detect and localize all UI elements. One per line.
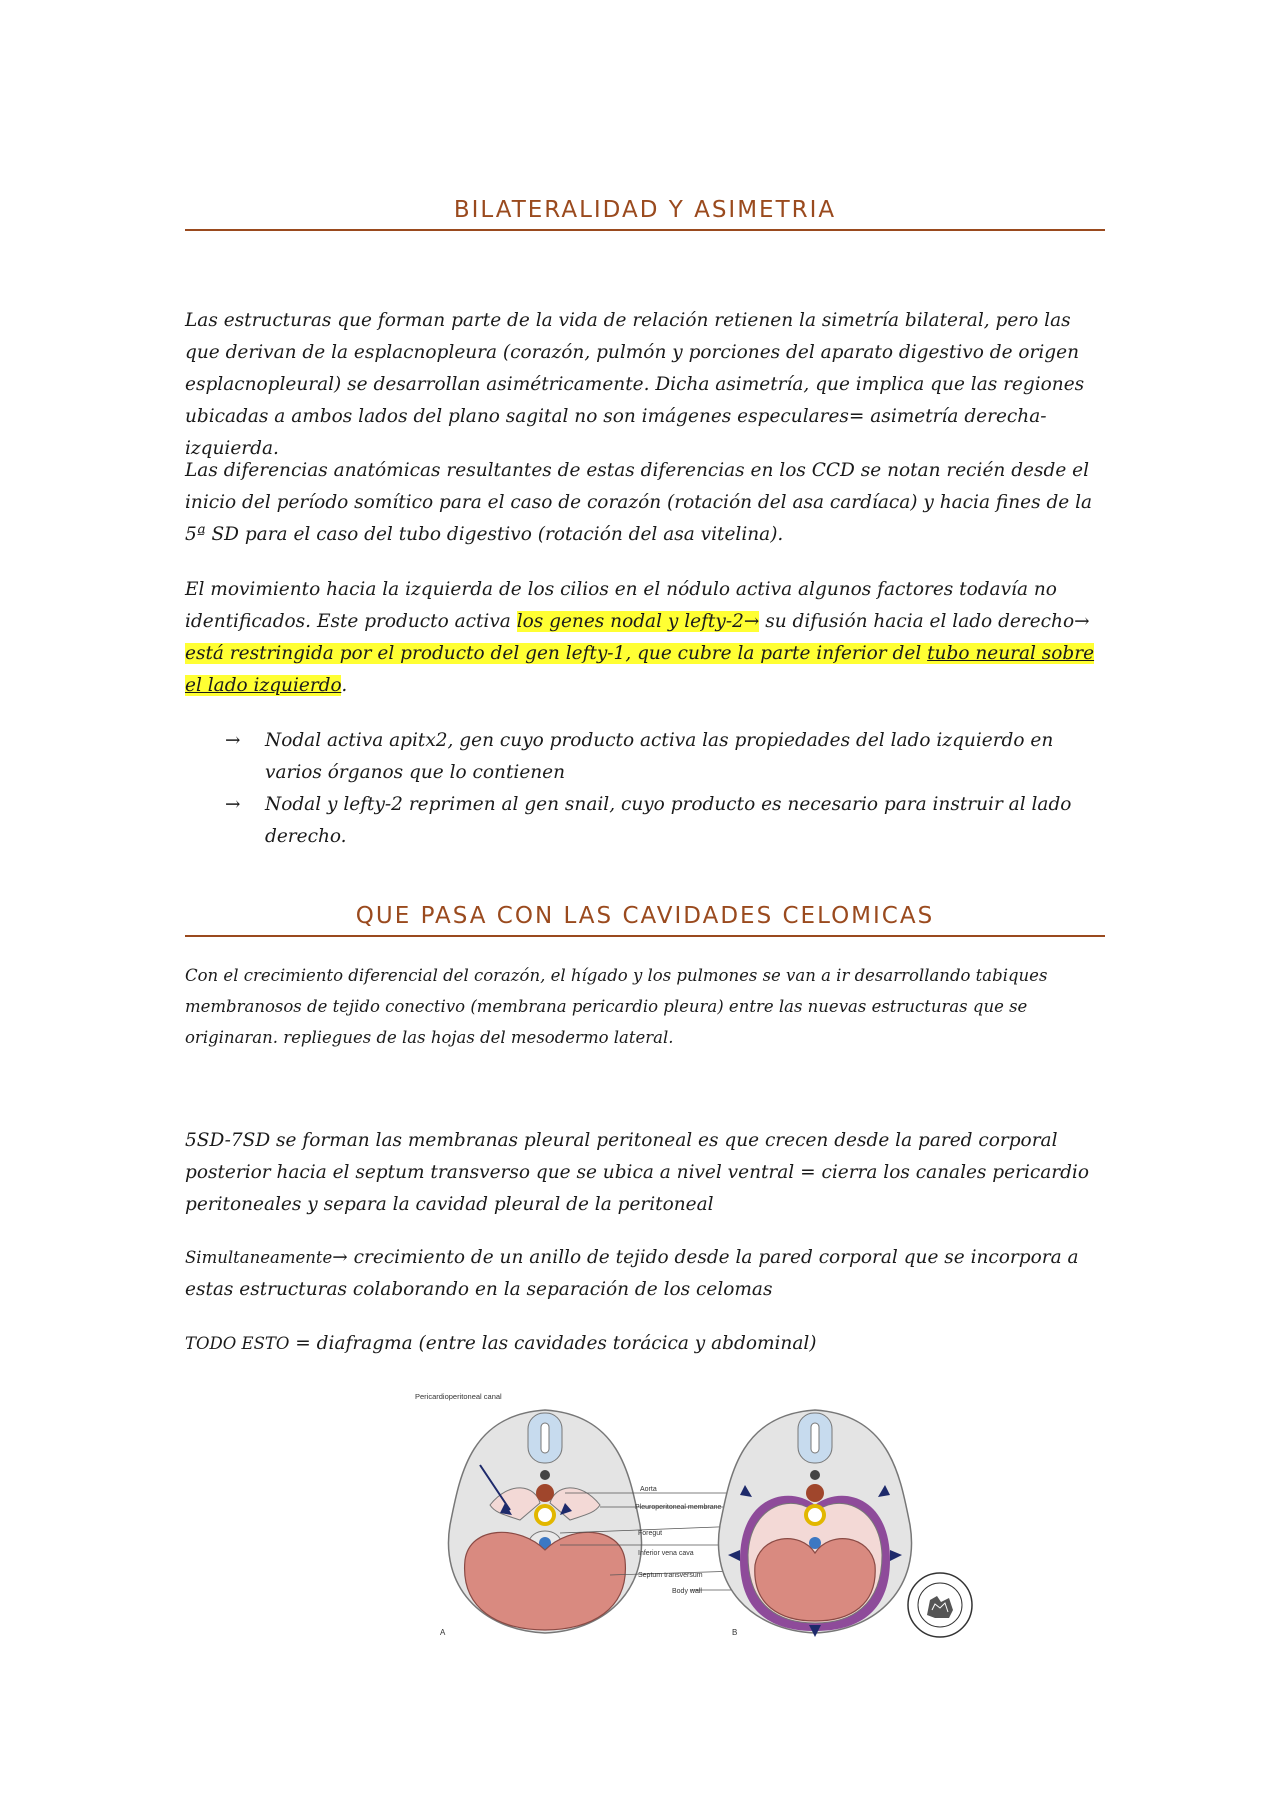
arrow-bullet-icon: →	[225, 794, 241, 815]
panel-b	[718, 1410, 911, 1637]
label-membrane: Pleuroperitoneal membrane	[635, 1504, 722, 1511]
neural-canal-a	[541, 1423, 549, 1453]
panel-label-b: B	[732, 1628, 738, 1637]
section-title-cavidades: QUE PASA CON LAS CAVIDADES CELOMICAS	[185, 903, 1105, 937]
paragraph-5: 5SD-7SD se forman las membranas pleural peritoneal es que crecen desde la pared corporal posterior hacia el septum transverso que se ubica a nivel ventral = cierra los canales pericardio peritoneales y separa la cavidad pleural de la peritoneal	[185, 1130, 1089, 1215]
p6-simultaneamente: Simultaneamente	[185, 1248, 333, 1267]
list-item-text: Nodal y lefty-2 reprimen al gen snail, cuyo producto es necesario para instruir al lado derecho.	[265, 794, 1072, 847]
aorta-b	[806, 1484, 824, 1502]
arrow-icon: →	[332, 1247, 348, 1268]
p3-text-b: su difusión hacia el lado derecho	[759, 611, 1075, 632]
p7-text: = diafragma (entre las cavidades torácica y abdominal)	[289, 1333, 817, 1354]
p7-todo-esto: TODO ESTO	[185, 1334, 290, 1353]
notochord-a	[540, 1470, 550, 1480]
arrow-bullet-icon: →	[225, 730, 241, 751]
label-ivc: Inferior vena cava	[638, 1550, 694, 1557]
paragraph-2: Las diferencias anatómicas resultantes de estas diferencias en los CCD se notan recién desde el inicio del período somítico para el caso de corazón (rotación del asa cardíaca) y hacia fines de la 5ª SD para el caso del tubo digestivo (rotación del asa vitelina).	[185, 460, 1093, 545]
paragraph-7	[185, 1328, 1105, 1360]
p6-text: crecimiento de un anillo de tejido desde la pared corporal que se incorpora a estas estructuras colaborando en la separación de los celomas	[185, 1247, 1079, 1300]
arrow-icon: →	[743, 611, 760, 632]
label-septum: Septum transversum	[638, 1572, 703, 1579]
p3-highlight-genes: los genes nodal y lefty-2	[516, 611, 744, 632]
notochord-b	[810, 1470, 820, 1480]
section-title-bilateralidad: BILATERALIDAD Y ASIMETRIA	[185, 197, 1105, 231]
p3-highlight-tubo-neural: tubo neural sobre el lado izquierdo	[185, 643, 1095, 696]
list-item	[185, 789, 1105, 853]
neural-canal-b	[811, 1423, 819, 1453]
institution-seal-logo	[905, 1570, 975, 1640]
panel-label-a: A	[440, 1628, 446, 1637]
p3-text-a: El movimiento hacia la izquierda de los cilios en el nódulo activa algunos factores todavía no identificados. Este producto activa	[185, 579, 1057, 632]
list-item-text: Nodal activa apitx2, gen cuyo producto activa las propiedades del lado izquierdo en varios órganos que lo contienen	[265, 730, 1054, 783]
paragraph-3	[185, 574, 1105, 702]
label-foregut: Foregut	[638, 1530, 663, 1537]
bullet-list	[185, 725, 1105, 853]
p3-highlight-restringida: está restringida por el producto del gen lefty-1, que cubre la parte inferior del	[185, 643, 928, 664]
panel-a	[415, 1392, 642, 1637]
paragraph-4: Con el crecimiento diferencial del corazón, el hígado y los pulmones se van a ir desarrollando tabiques membranosos de tejido conectivo (membrana pericardio pleura) entre las nuevas estructuras que se originaran. repliegues de las hojas del mesodermo lateral.	[185, 966, 1048, 1047]
arrow-icon: →	[1074, 611, 1090, 632]
label-canal: Pericardioperitoneal canal	[415, 1392, 502, 1401]
embryo-cross-section-figure	[410, 1385, 985, 1640]
label-aorta: Aorta	[640, 1486, 657, 1493]
list-item	[185, 725, 1105, 789]
p3-end: .	[341, 675, 348, 696]
label-bodywall: Body wall	[672, 1588, 702, 1595]
paragraph-6	[185, 1242, 1105, 1306]
foregut-a	[536, 1506, 554, 1524]
paragraph-1: Las estructuras que forman parte de la vida de relación retienen la simetría bilateral, pero las que derivan de la esplacnopleura (corazón, pulmón y porciones del aparato digestivo de origen esplacnopleural) se desarrollan asimétricamente. Dicha asimetría, que implica que las regiones ubicadas a ambos lados del plano sagital no son imágenes especulares= asimetría derecha-izquierda.	[185, 310, 1085, 459]
aorta-a	[536, 1484, 554, 1502]
foregut-b	[806, 1506, 824, 1524]
